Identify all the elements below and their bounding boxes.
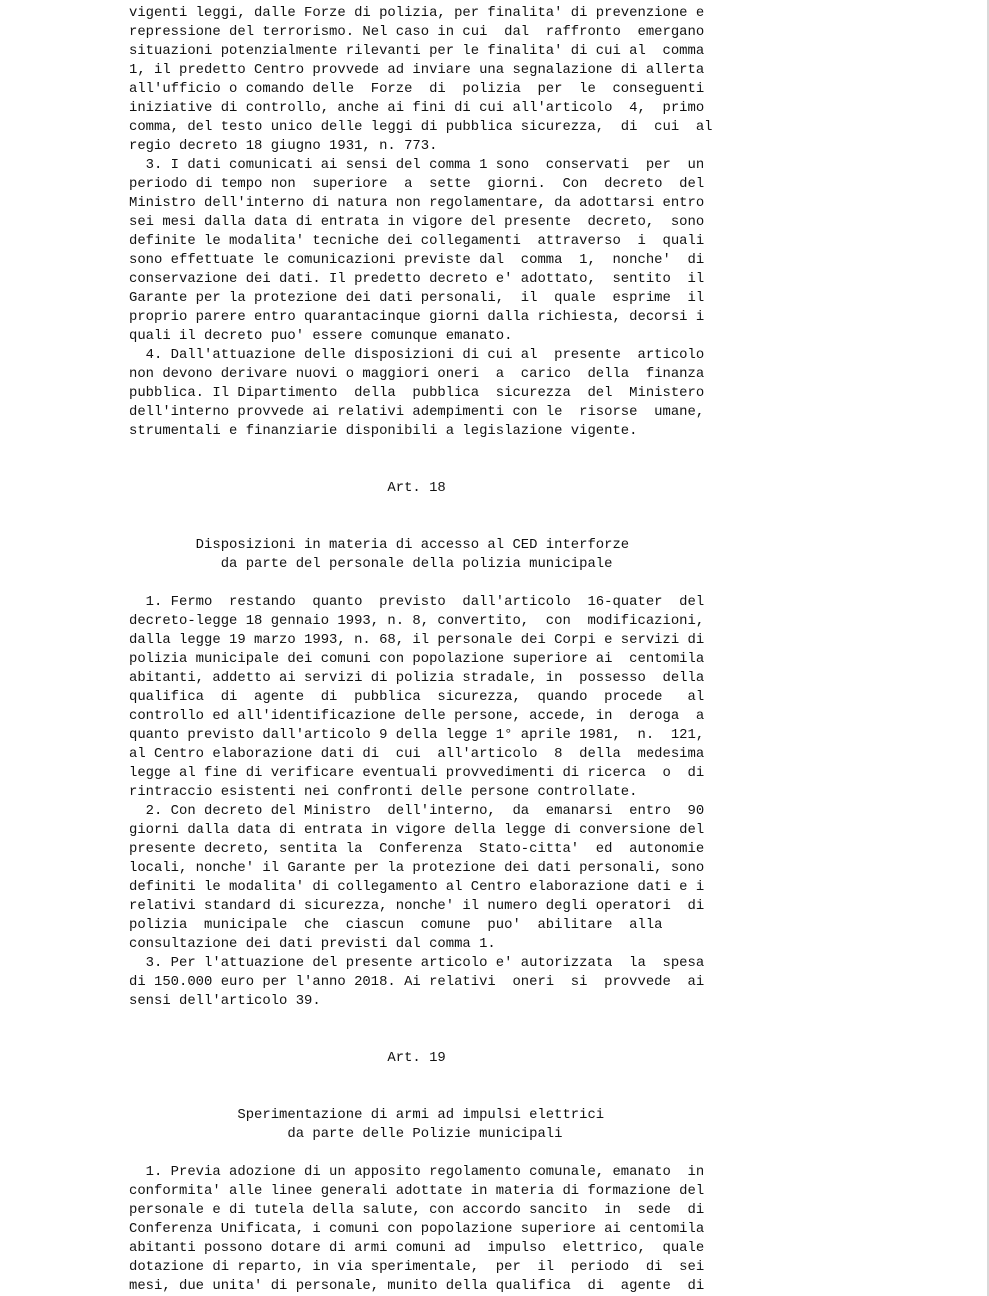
text-line: [129, 1068, 729, 1087]
text-line: abitanti, addetto ai servizi di polizia stradale, in possesso della: [129, 670, 705, 686]
text-line: giorni dalla data di entrata in vigore della legge di conversione del: [129, 822, 705, 838]
text-line: mesi, due unita' di personale, munito della qualifica di agente di: [129, 1278, 705, 1294]
text-line: [129, 1087, 729, 1106]
text-line: decreto-legge 18 gennaio 1993, n. 8, convertito, con modificazioni,: [129, 613, 705, 629]
text-line: rintraccio esistenti nei confronti delle persone controllate.: [129, 784, 638, 800]
text-line: repressione del terrorismo. Nel caso in cui dal raffronto emergano: [129, 24, 705, 40]
text-line: dell'interno provvede ai relativi adempimenti con le risorse umane,: [129, 404, 705, 420]
text-line: dalla legge 19 marzo 1993, n. 68, il personale dei Corpi e servizi di: [129, 632, 705, 648]
text-line: 4. Dall'attuazione delle disposizioni di cui al presente articolo: [129, 347, 705, 363]
text-line: 1. Fermo restando quanto previsto dall'articolo 16-quater del: [129, 594, 705, 610]
text-line: periodo di tempo non superiore a sette giorni. Con decreto del: [129, 176, 705, 192]
text-line: 3. I dati comunicati ai sensi del comma 1 sono conservati per un: [129, 157, 705, 173]
text-line: locali, nonche' il Garante per la protezione dei dati personali, sono: [129, 860, 705, 876]
text-line: relativi standard di sicurezza, nonche' il numero degli operatori di: [129, 898, 705, 914]
text-line: vigenti leggi, dalle Forze di polizia, per finalita' di prevenzione e: [129, 5, 705, 21]
text-line: [129, 1011, 729, 1030]
text-line: [129, 441, 729, 460]
text-line: all'ufficio o comando delle Forze di polizia per le conseguenti: [129, 81, 705, 97]
text-line: 3. Per l'attuazione del presente articolo e' autorizzata la spesa: [129, 955, 705, 971]
text-line: conservazione dei dati. Il predetto decreto e' adottato, sentito il: [129, 271, 705, 287]
text-line: polizia municipale dei comuni con popolazione superiore ai centomila: [129, 651, 705, 667]
text-line: Art. 18: [129, 480, 446, 496]
text-line: personale e di tutela della salute, con accordo sancito in sede di: [129, 1202, 705, 1218]
text-line: definiti le modalita' di collegamento al Centro elaborazione dati e i: [129, 879, 705, 895]
text-line: Disposizioni in materia di accesso al CED interforze: [129, 537, 630, 553]
text-line: pubblica. Il Dipartimento della pubblica sicurezza del Ministero: [129, 385, 705, 401]
text-line: da parte del personale della polizia municipale: [129, 556, 613, 572]
text-line: [129, 1030, 729, 1049]
text-line: proprio parere entro quarantacinque giorni dalla richiesta, decorsi i: [129, 309, 705, 325]
text-line: Ministro dell'interno di natura non regolamentare, da adottarsi entro: [129, 195, 705, 211]
text-line: 2. Con decreto del Ministro dell'interno, da emanarsi entro 90: [129, 803, 705, 819]
text-line: [129, 574, 729, 593]
text-line: [129, 517, 729, 536]
text-line: situazioni potenzialmente rilevanti per le finalita' di cui al comma: [129, 43, 705, 59]
text-line: quanto previsto dall'articolo 9 della legge 1° aprile 1981, n. 121,: [129, 727, 705, 743]
text-line: polizia municipale che ciascun comune puo' abilitare alla: [129, 917, 663, 933]
document-body: [129, 4, 729, 1296]
text-line: legge al fine di verificare eventuali provvedimenti di ricerca o di: [129, 765, 705, 781]
text-line: Garante per la protezione dei dati personali, il quale esprime il: [129, 290, 705, 306]
text-line: [129, 460, 729, 479]
text-line: conformita' alle linee generali adottate in materia di formazione del: [129, 1183, 705, 1199]
text-line: sono effettuate le comunicazioni previste dal comma 1, nonche' di: [129, 252, 705, 268]
text-line: dotazione di reparto, in via sperimentale, per il periodo di sei: [129, 1259, 705, 1275]
text-line: regio decreto 18 giugno 1931, n. 773.: [129, 138, 438, 154]
text-line: 1. Previa adozione di un apposito regolamento comunale, emanato in: [129, 1164, 705, 1180]
text-line: sei mesi dalla data di entrata in vigore del presente decreto, sono: [129, 214, 705, 230]
text-line: iniziative di controllo, anche ai fini di cui all'articolo 4, primo: [129, 100, 705, 116]
text-line: al Centro elaborazione dati di cui all'articolo 8 della medesima: [129, 746, 705, 762]
text-line: qualifica di agente di pubblica sicurezza, quando procede al: [129, 689, 705, 705]
text-line: presente decreto, sentita la Conferenza Stato-citta' ed autonomie: [129, 841, 705, 857]
text-line: quali il decreto puo' essere comunque emanato.: [129, 328, 513, 344]
text-line: 1, il predetto Centro provvede ad inviare una segnalazione di allerta: [129, 62, 705, 78]
text-line: comma, del testo unico delle leggi di pubblica sicurezza, di cui al: [129, 119, 713, 135]
text-line: [129, 498, 729, 517]
text-line: di 150.000 euro per l'anno 2018. Ai relativi oneri si provvede ai: [129, 974, 705, 990]
text-line: abitanti possono dotare di armi comuni ad impulso elettrico, quale: [129, 1240, 705, 1256]
text-line: definite le modalita' tecniche dei collegamenti attraverso i quali: [129, 233, 705, 249]
text-line: Art. 19: [129, 1050, 446, 1066]
text-line: Conferenza Unificata, i comuni con popolazione superiore ai centomila: [129, 1221, 705, 1237]
text-line: da parte delle Polizie municipali: [129, 1126, 563, 1142]
text-line: non devono derivare nuovi o maggiori oneri a carico della finanza: [129, 366, 705, 382]
text-line: sensi dell'articolo 39.: [129, 993, 321, 1009]
text-line: [129, 1144, 729, 1163]
text-line: consultazione dei dati previsti dal comma 1.: [129, 936, 496, 952]
text-line: Sperimentazione di armi ad impulsi elettrici: [129, 1107, 605, 1123]
text-line: controllo ed all'identificazione delle persone, accede, in deroga a: [129, 708, 705, 724]
text-line: strumentali e finanziarie disponibili a legislazione vigente.: [129, 423, 638, 439]
